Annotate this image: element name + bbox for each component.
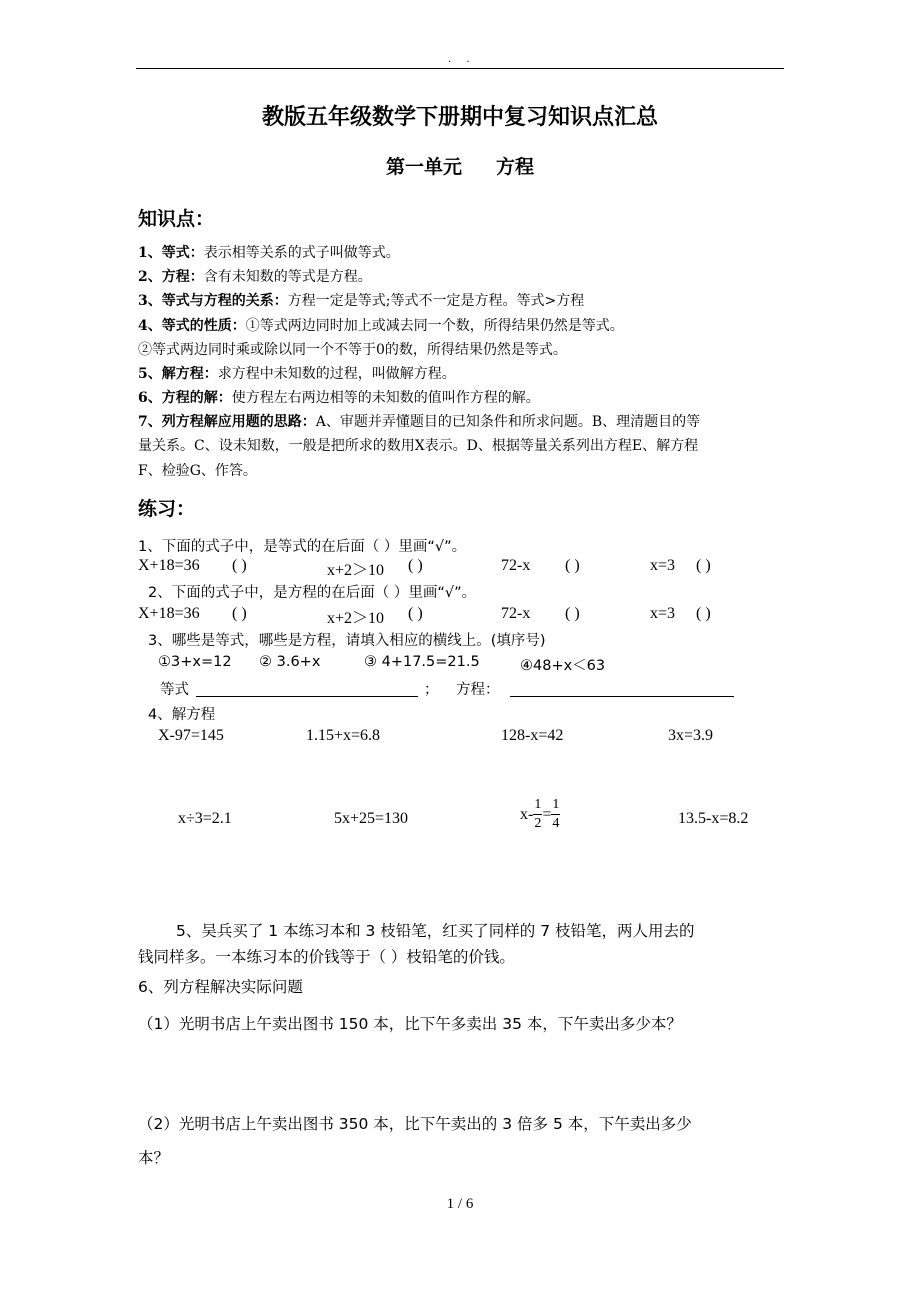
q3-separator: ；	[424, 682, 439, 698]
knowledge-item-1: 1、等式：表示相等关系的式子叫做等式。	[138, 245, 400, 261]
q3-formula-label: 方程：	[456, 682, 500, 698]
knowledge-item-7c: F、检验G、作答。	[138, 463, 257, 479]
q4-eq-8: 13.5-x=8.2	[678, 810, 749, 827]
q1-paren-3: ( )	[565, 557, 580, 574]
q1-paren-2: ( )	[408, 557, 423, 574]
page-number: 1 / 6	[446, 1196, 474, 1212]
q1-expr-2: x+2＞10	[327, 562, 385, 579]
q3-equation-label: 等式	[160, 682, 189, 698]
q4-eq-5: x÷3=2.1	[178, 810, 232, 827]
question-6: 6、列方程解决实际问题	[138, 978, 303, 996]
q2-expr-4: x=3	[650, 605, 676, 622]
knowledge-item-2: 2、方程：含有未知数的等式是方程。	[138, 269, 372, 285]
unit-name: 方程	[496, 156, 535, 178]
q2-paren-4: ( )	[696, 605, 711, 622]
document-title: 教版五年级数学下册期中复习知识点汇总	[261, 104, 658, 130]
q3-option-4: ④48+x＜63	[520, 658, 606, 674]
question-5-line-2: 钱同样多。一本练习本的价钱等于（ ）枝铅笔的价钱。	[138, 948, 515, 966]
q3-option-2: ② 3.6+x	[259, 654, 321, 670]
fraction-quarter: $\frac{1}{4}$	[552, 797, 560, 831]
question-6-2-line-1: （2）光明书店上午卖出图书 350 本，比下午卖出的 3 倍多 5 本，下午卖出多少	[138, 1115, 692, 1133]
q1-paren-4: ( )	[696, 557, 711, 574]
q4-eq-3: 128-x=42	[501, 727, 564, 744]
fraction-prefix: x-	[520, 805, 534, 823]
q1-expr-4: x=3	[650, 557, 676, 574]
q4-eq-2: 1.15+x=6.8	[306, 727, 381, 744]
knowledge-item-4b: ②等式两边同时乘或除以同一个不等于0的数，所得结果仍然是等式。	[138, 342, 567, 358]
q2-expr-1: X+18=36	[138, 605, 200, 622]
q4-eq-fraction	[520, 796, 560, 833]
q1-expr-1: X+18=36	[138, 557, 200, 574]
q2-paren-1: ( )	[232, 605, 247, 622]
header-rule	[136, 68, 784, 69]
knowledge-heading: 知识点：	[138, 208, 215, 230]
q3-option-1: ①3+x=12	[158, 654, 232, 670]
knowledge-item-4: 4、等式的性质：①等式两边同时加上或减去同一个数，所得结果仍然是等式。	[138, 318, 624, 334]
question-6-2-line-2: 本？	[138, 1149, 170, 1167]
question-3: 3、哪些是等式，哪些是方程，请填入相应的横线上。(填序号)	[148, 633, 546, 649]
q4-eq-1: X-97=145	[158, 727, 224, 744]
q3-option-3: ③ 4+17.5=21.5	[364, 654, 480, 670]
question-6-1: （1）光明书店上午卖出图书 150 本，比下午多卖出 35 本，下午卖出多少本？	[138, 1015, 682, 1033]
knowledge-item-7: 7、列方程解应用题的思路：A、审题并弄懂题目的已知条件和所求问题。B、理清题目的等	[138, 414, 701, 430]
question-1: 1、下面的式子中，是等式的在后面（ ）里画“√”。	[138, 539, 467, 555]
q4-eq-6: 5x+25=130	[334, 810, 409, 827]
question-2: 2、下面的式子中，是方程的在后面（ ）里画“√”。	[148, 585, 477, 601]
q4-eq-4: 3x=3.9	[668, 727, 714, 744]
question-5-line-1: 5、吴兵买了 1 本练习本和 3 枝铅笔，红买了同样的 7 枝铅笔，两人用去的	[176, 922, 695, 940]
q3-formula-blank[interactable]	[510, 680, 734, 697]
header-dots: . .	[448, 54, 476, 65]
fraction-half: $\frac{1}{2}$	[534, 797, 542, 831]
q1-paren-1: ( )	[232, 557, 247, 574]
q2-paren-3: ( )	[565, 605, 580, 622]
practice-heading: 练习：	[138, 498, 196, 520]
unit-heading	[0, 152, 920, 179]
fraction-equals: =	[542, 805, 552, 823]
knowledge-item-5: 5、解方程：求方程中未知数的过程，叫做解方程。	[138, 366, 456, 382]
q3-equation-blank[interactable]	[196, 680, 418, 697]
knowledge-item-3: 3、等式与方程的关系：方程一定是等式;等式不一定是方程。等式>方程	[138, 293, 585, 309]
q2-expr-3: 72-x	[501, 605, 531, 622]
knowledge-item-7b: 量关系。C、设未知数，一般是把所求的数用X表示。D、根据等量关系列出方程E、解方程	[138, 438, 699, 454]
q2-expr-2: x+2＞10	[327, 610, 385, 627]
q1-expr-3: 72-x	[501, 557, 531, 574]
unit-label: 第一单元	[385, 156, 462, 178]
knowledge-item-6: 6、方程的解：使方程左右两边相等的未知数的值叫作方程的解。	[138, 390, 540, 406]
q2-paren-2: ( )	[408, 605, 423, 622]
question-4: 4、解方程	[148, 707, 216, 723]
